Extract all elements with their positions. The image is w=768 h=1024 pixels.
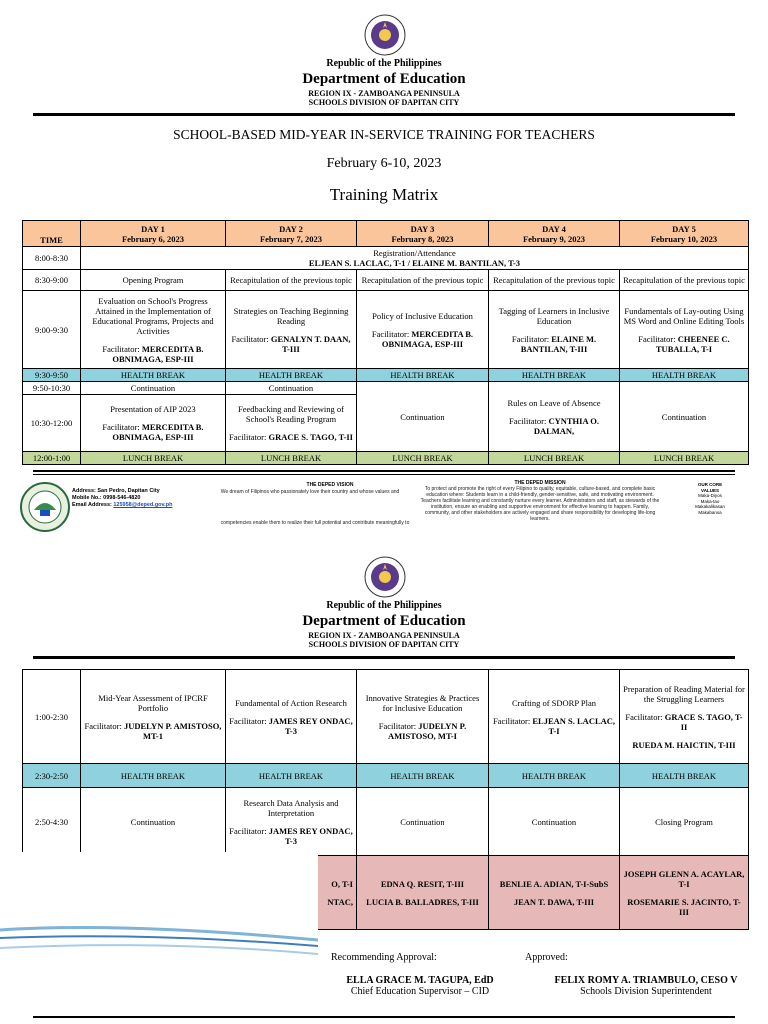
training-matrix-table bbox=[22, 220, 749, 465]
day-2-header: DAY 2 February 7, 2023 bbox=[226, 221, 357, 247]
day-5-header: DAY 5 February 10, 2023 bbox=[620, 221, 749, 247]
letterhead-footer bbox=[20, 478, 748, 542]
time-cell: 12:00-1:00 bbox=[23, 452, 81, 465]
mission-text: To protect and promote the right of every Filipino to quality, equitable, culture-based, and complete basic education where: Students learn in a child-friendly, gender-sensitive, safe, and motivating environment. Teachers facilitate learning and constantly nurture every learner. Administrators and staff, as stewards of the institution, ensure an enabling and supportive environment for effective learning to happen. Family, community, and other stakeholders are actively engaged and share responsibility for developing life-long learners. bbox=[420, 486, 660, 522]
activity-cell: Fundamentals of Lay-outing Using MS Word and Online Editing Tools Facilitator: CHEENEE C. TUBALLA, T-I bbox=[620, 291, 749, 369]
activity-cell: Crafting of SDORP Plan Facilitator: ELJEAN S. LACLAC, T-I bbox=[489, 670, 620, 764]
address-text: Address: San Pedro, Dapitan City bbox=[72, 488, 160, 494]
value-item: Maka-Diyos bbox=[698, 493, 722, 498]
activity-cell: Preparation of Reading Material for the Struggling Learners Facilitator: GRACE S. TAGO, T-II RUEDA M. HAICTIN, T-III bbox=[620, 670, 749, 764]
time-cell: 9:30-9:50 bbox=[23, 369, 81, 382]
activity-cell: Continuation bbox=[226, 382, 357, 395]
contact-block bbox=[72, 488, 172, 509]
health-break-cell: HEALTH BREAK bbox=[489, 369, 620, 382]
table-row bbox=[23, 270, 749, 291]
matrix-title: Training Matrix bbox=[329, 185, 439, 204]
overlay-panel bbox=[0, 852, 318, 962]
approved-position: Schools Division Superintendent bbox=[580, 986, 712, 997]
recommending-approval-label: Recommending Approval: bbox=[331, 952, 437, 963]
activity-cell: Presentation of AIP 2023 Facilitator: MERCEDITA B. OBNIMAGA, ESP-III bbox=[81, 395, 226, 452]
bottom-rule bbox=[33, 1016, 735, 1018]
health-break-cell: HEALTH BREAK bbox=[620, 369, 749, 382]
vision-text-2: competencies enable them to realize their full potential and contribute meaningfully to bbox=[220, 520, 410, 526]
day-4-header: DAY 4 February 9, 2023 bbox=[489, 221, 620, 247]
republic-label: Republic of the Philippines bbox=[326, 600, 442, 611]
time-cell: 1:00-2:30 bbox=[23, 670, 81, 764]
activity-cell: Closing Program bbox=[620, 788, 749, 856]
activity-cell: Continuation bbox=[620, 382, 749, 452]
registration-cell: Registration/Attendance ELJEAN S. LACLAC, T-1 / ELAINE M. BANTILAN, T-3 bbox=[81, 247, 749, 270]
lunch-break-cell: LUNCH BREAK bbox=[226, 452, 357, 465]
activity-cell: Continuation bbox=[357, 382, 489, 452]
activity-cell: Policy of Inclusive Education Facilitator: MERCEDITA B. OBNIMAGA, ESP-III bbox=[357, 291, 489, 369]
activity-cell: Recapitulation of the previous topic bbox=[357, 270, 489, 291]
activity-cell: Continuation bbox=[81, 382, 226, 395]
activity-cell: Recapitulation of the previous topic bbox=[489, 270, 620, 291]
header-rule bbox=[33, 113, 735, 116]
email-line: Email Address: 125958@deped.gov.ph bbox=[72, 502, 173, 508]
footer-rule-thin bbox=[33, 474, 735, 475]
health-break-row bbox=[23, 369, 749, 382]
approving-signatory bbox=[536, 975, 756, 997]
swoosh-graphic bbox=[0, 852, 318, 962]
vision-text-1: We dream of Filipinos who passionately love their country and whose values and bbox=[220, 489, 400, 495]
recommending-signatory bbox=[320, 975, 520, 997]
activity-cell: Rules on Leave of Absence Facilitator: CYNTHIA O. DALMAN, bbox=[489, 382, 620, 452]
health-break-cell: HEALTH BREAK bbox=[620, 764, 749, 788]
header-rule bbox=[33, 656, 735, 659]
health-break-cell: HEALTH BREAK bbox=[357, 369, 489, 382]
table-row bbox=[23, 247, 749, 270]
value-item: Makakalikasan bbox=[695, 504, 725, 509]
time-header: TIME bbox=[23, 221, 81, 247]
health-break-cell: HEALTH BREAK bbox=[81, 369, 226, 382]
mobile-text: Mobile No.: 0998-546-4820 bbox=[72, 495, 141, 501]
core-values bbox=[690, 482, 730, 515]
program-dates: February 6-10, 2023 bbox=[326, 156, 442, 171]
facilitator-cell: O, T-I NTAC, bbox=[226, 856, 357, 930]
activity-cell: Mid-Year Assessment of IPCRF Portfolio Facilitator: JUDELYN P. AMISTOSO, MT-1 bbox=[81, 670, 226, 764]
program-title: SCHOOL-BASED MID-YEAR IN-SERVICE TRAINING FOR TEACHERS bbox=[173, 127, 595, 142]
activity-cell: Continuation bbox=[357, 788, 489, 856]
activity-cell: Feedbacking and Reviewing of School's Reading Program Facilitator: GRACE S. TAGO, T-II bbox=[226, 395, 357, 452]
deped-seal-icon bbox=[364, 14, 406, 56]
time-cell: 10:30-12:00 bbox=[23, 395, 81, 452]
lunch-break-cell: LUNCH BREAK bbox=[81, 452, 226, 465]
activity-cell: Continuation bbox=[81, 788, 226, 856]
health-break-cell: HEALTH BREAK bbox=[357, 764, 489, 788]
division-label: SCHOOLS DIVISION OF DAPITAN CITY bbox=[308, 640, 460, 649]
activity-cell: Tagging of Learners in Inclusive Education Facilitator: ELAINE M. BANTILAN, T-III bbox=[489, 291, 620, 369]
vision-title: THE DEPED VISION bbox=[306, 482, 354, 488]
value-item: Maka-tao bbox=[700, 498, 720, 504]
lunch-break-row bbox=[23, 452, 749, 465]
republic-label: Republic of the Philippines bbox=[326, 58, 442, 69]
time-cell: 9:00-9:30 bbox=[23, 291, 81, 369]
health-break-cell: HEALTH BREAK bbox=[489, 764, 620, 788]
department-title: Department of Education bbox=[302, 613, 466, 629]
activity-cell: Fundamental of Action Research Facilitator: JAMES REY ONDAC, T-3 bbox=[226, 670, 357, 764]
time-cell: 8:30-9:00 bbox=[23, 270, 81, 291]
time-cell: 2:50-4:30 bbox=[23, 788, 81, 856]
approved-name: FELIX ROMY A. TRIAMBULO, CESO V bbox=[554, 975, 738, 986]
table-row bbox=[23, 382, 749, 395]
region-label: REGION IX - ZAMBOANGA PENINSULA bbox=[308, 631, 460, 640]
health-break-row bbox=[23, 764, 749, 788]
department-title: Department of Education bbox=[302, 71, 466, 87]
value-item: Makabansa bbox=[698, 509, 722, 515]
activity-cell: Opening Program bbox=[81, 270, 226, 291]
time-cell: 8:00-8:30 bbox=[23, 247, 81, 270]
health-break-cell: HEALTH BREAK bbox=[81, 764, 226, 788]
health-break-cell: HEALTH BREAK bbox=[226, 369, 357, 382]
table-row bbox=[23, 291, 749, 369]
lunch-break-cell: LUNCH BREAK bbox=[620, 452, 749, 465]
activity-cell: Recapitulation of the previous topic bbox=[620, 270, 749, 291]
health-break-cell: HEALTH BREAK bbox=[226, 764, 357, 788]
time-cell: 2:30-2:50 bbox=[23, 764, 81, 788]
day-1-header: DAY 1 February 6, 2023 bbox=[81, 221, 226, 247]
activity-cell: Innovative Strategies & Practices for Inclusive Education Facilitator: JUDELYN P. AMISTOSO, MT-I bbox=[357, 670, 489, 764]
mission-title: THE DEPED MISSION bbox=[514, 480, 566, 486]
time-cell: 9:50-10:30 bbox=[23, 382, 81, 395]
activity-cell: Strategies on Teaching Beginning Reading Facilitator: GENALYN T. DAAN, T-III bbox=[226, 291, 357, 369]
activity-cell: Continuation bbox=[489, 788, 620, 856]
table-header-row bbox=[23, 221, 749, 247]
activity-cell: Evaluation on School's Progress Attained in the Implementation of Educational Programs, Projects and Activities Facilitator: MERCEDITA B. OBNIMAGA, ESP-III bbox=[81, 291, 226, 369]
recommending-position: Chief Education Supervisor – CID bbox=[350, 986, 490, 997]
activity-cell: Research Data Analysis and Interpretation Facilitator: JAMES REY ONDAC, T-3 bbox=[226, 788, 357, 856]
lunch-break-cell: LUNCH BREAK bbox=[489, 452, 620, 465]
facilitator-cell: EDNA Q. RESIT, T-III LUCIA B. BALLADRES, T-III bbox=[357, 856, 489, 930]
footer-rule bbox=[33, 470, 735, 472]
recommending-name: ELLA GRACE M. TAGUPA, EdD bbox=[346, 975, 494, 986]
table-row bbox=[23, 788, 749, 856]
approved-label: Approved: bbox=[525, 952, 568, 963]
region-label: REGION IX - ZAMBOANGA PENINSULA bbox=[308, 89, 460, 98]
division-seal-icon bbox=[20, 482, 70, 532]
day-3-header: DAY 3 February 8, 2023 bbox=[357, 221, 489, 247]
facilitator-cell: JOSEPH GLENN A. ACAYLAR, T-I ROSEMARIE S. JACINTO, T-III bbox=[620, 856, 749, 930]
division-label: SCHOOLS DIVISION OF DAPITAN CITY bbox=[308, 98, 460, 107]
table-row bbox=[23, 670, 749, 764]
lunch-break-cell: LUNCH BREAK bbox=[357, 452, 489, 465]
activity-cell: Recapitulation of the previous topic bbox=[226, 270, 357, 291]
values-title: OUR CORE VALUES bbox=[697, 482, 723, 493]
facilitator-cell: BENLIE A. ADIAN, T-I-SubS JEAN T. DAWA, T-III bbox=[489, 856, 620, 930]
email-link[interactable]: 125958@deped.gov.ph bbox=[113, 502, 173, 508]
deped-seal-icon bbox=[364, 556, 406, 598]
